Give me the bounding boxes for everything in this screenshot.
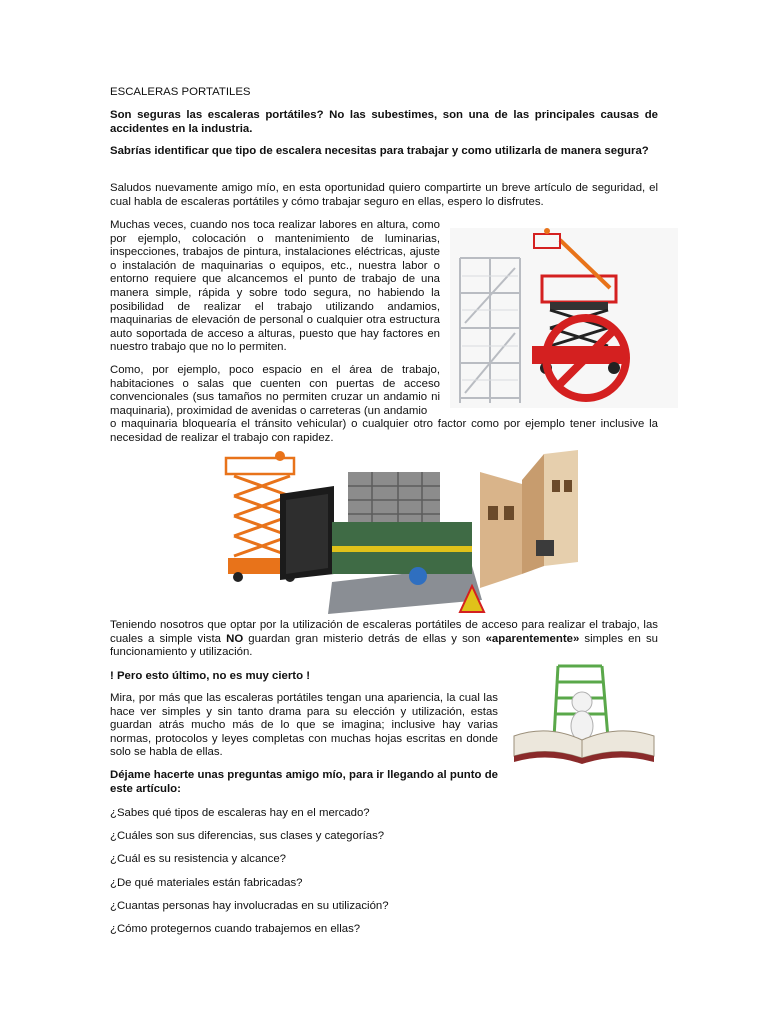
opting-bold-no: NO xyxy=(226,632,244,645)
ladder-book-illustration xyxy=(510,658,658,764)
ladder-book-figure-image xyxy=(510,658,658,764)
question-item: ¿Cómo protegernos cuando trabajemos en ellas? xyxy=(110,923,361,935)
question-item: ¿Cuál es su resistencia y alcance? xyxy=(110,853,287,865)
document-title: ESCALERAS PORTATILES xyxy=(110,86,251,98)
identify-question: Sabrías identificar que tipo de escalera necesitas para trabajar y como utilizarla de manera segura? xyxy=(110,145,649,157)
opting-text-2: guardan gran misterio detrás de ellas y son xyxy=(243,632,486,645)
exclamation-line: ! Pero esto último, no es muy cierto ! xyxy=(110,670,311,682)
narrow-street-icon xyxy=(480,450,578,588)
work-site-illustration xyxy=(222,450,578,614)
look-paragraph: Mira, por más que las escaleras portátiles tengan una apariencia, la cual las hace ver simples y sin tanto drama para su elección y utilización, estas guardan atrás mucho más de lo que se imagina; inclusive hay varias normas, protocolos y leyes completas con muchas hojas escritas en donde solo se habla de ellas. xyxy=(110,692,498,759)
door-icon xyxy=(280,486,334,580)
example-paragraph-top: Como, por ejemplo, poco espacio en el área de trabajo, habitaciones o salas que cuenten con puertas de acceso convencionales (sus tamaños no permiten cruzar un andamio ni maquinaria), proximidad de avenidas o carreteras (un andamio xyxy=(110,364,440,417)
construction-barrier-icon xyxy=(328,472,484,614)
intro-question: Son seguras las escaleras portátiles? No las subestimes, son una de las principales causas de accidentes en la industria. xyxy=(110,109,658,135)
scaffold-lift-illustration xyxy=(450,228,678,408)
questions-intro: Déjame hacerte unas preguntas amigo mío, para ir llegando al punto de este artículo: xyxy=(110,769,498,795)
opting-text-1: Teniendo nosotros que optar por la utilización de escaleras portátiles de acceso para realizar el trabajo, las cuales a simple vista xyxy=(110,619,658,645)
example-paragraph-bottom: o maquinaria bloquearía el tránsito vehicular) o cualquier otro factor como por ejemplo tener inclusive la necesidad de realizar el trabajo con rapidez. xyxy=(110,418,658,444)
greeting-paragraph: Saludos nuevamente amigo mío, en esta oportunidad quiero compartirte un breve artículo de seguridad, el cual habla de escaleras portátiles y cómo trabajar seguro en ellas, espero lo disfrutes. xyxy=(110,182,658,208)
question-item: ¿Sabes qué tipos de escaleras hay en el mercado? xyxy=(110,807,370,819)
opting-paragraph xyxy=(110,619,658,660)
opting-bold-apparently: «aparentemente» xyxy=(485,632,580,645)
question-item: ¿De qué materiales están fabricadas? xyxy=(110,877,303,889)
opting-text-3: simples en su funcionamiento y utilización. xyxy=(110,632,658,659)
scaffold-lift-prohibited-image xyxy=(450,228,678,408)
question-item: ¿Cuáles son sus diferencias, sus clases y categorías? xyxy=(110,830,385,842)
question-item: ¿Cuantas personas hay involucradas en su utilización? xyxy=(110,900,389,912)
work-site-constraints-image xyxy=(222,450,578,614)
many-times-paragraph: Muchas veces, cuando nos toca realizar labores en altura, como por ejemplo, colocación o mantenimiento de luminarias, inspecciones, trabajos de pintura, instalaciones eléctricas, ajuste o instalación de maquinarias o equipos, etc., nuestra labor o entorno requiere que alcancemos el punto de trabajo de una manera simple, rápida y sobre todo segura, no habiendo la posibilidad de realizar el trabajo utilizando andamios, maquinarias de elevación de personal o cualquier otra estructura auto soportada de acceso a alturas, puesto que hay factores en nuestro trabajo que no lo permiten. xyxy=(110,219,440,354)
